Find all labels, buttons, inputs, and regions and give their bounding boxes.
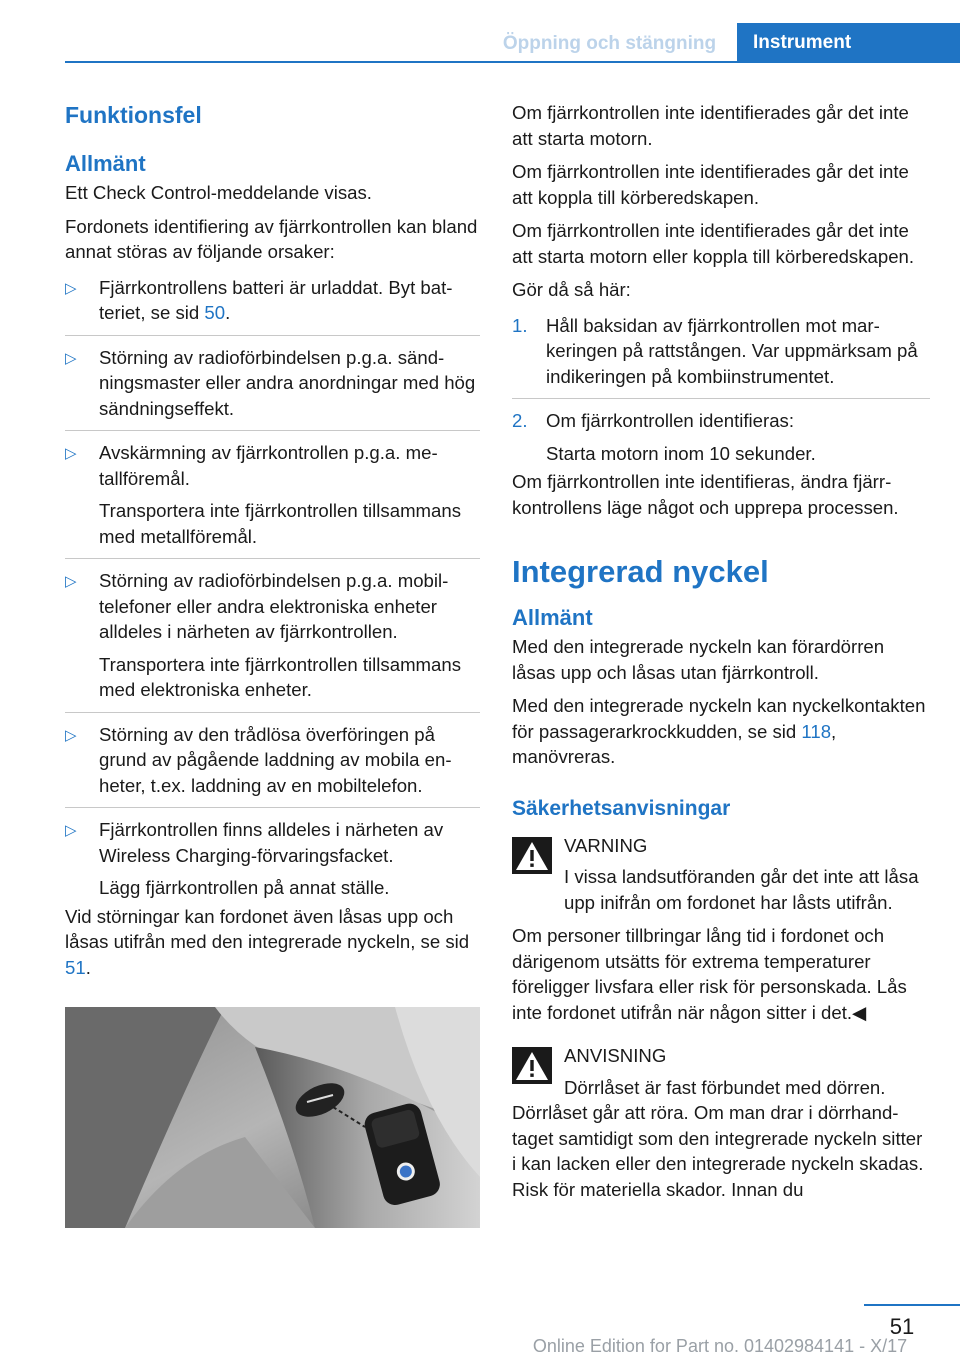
list-item-note: Transportera inte fjärrkontrollen tillsammans med elektroniska enheter. (99, 653, 462, 700)
paragraph: Om fjärrkontrollen inte identifieras, ändra fjärrkontrollens läge något och upprepa processen. (512, 471, 899, 518)
list-item: 2. Om fjärrkontrollen identifieras: Starta motorn inom 10 sekunder. (512, 406, 930, 469)
triangle-bullet-icon: ▷ (65, 279, 77, 297)
step-number: 1. (512, 314, 528, 336)
triangle-bullet-icon: ▷ (65, 349, 77, 367)
list-item: ▷ Fjärrkontrollens batteri är urladdat. Byt batteriet, se sid 50. (65, 273, 480, 336)
paragraph: Fordonets identifiering av fjärrkontrollen kan bland annat störas av följande orsaker: (65, 215, 478, 262)
paragraph: Vid störningar kan fordonet även låsas upp och låsas utifrån med den integrerade nyckeln, se sid 51. (65, 905, 470, 978)
triangle-bullet-icon: ▷ (65, 726, 77, 744)
list-item-note: Lägg fjärrkontrollen på annat ställe. (99, 877, 390, 898)
steering-column-key-photo (65, 1007, 480, 1228)
warning-title: VARNING (564, 834, 648, 856)
page-link-50[interactable]: 50 (204, 302, 226, 323)
heading-sakerhetsanvisningar: Säkerhetsanvisningar (512, 796, 731, 820)
triangle-bullet-icon: ▷ (65, 573, 77, 590)
paragraph: Gör då så här: (512, 279, 631, 300)
page-number: 51 (889, 1314, 915, 1339)
paragraph: Med den integrerade nyckeln kan förardörren låsas upp och låsas utan fjärrkontroll. (512, 636, 885, 683)
list-item: ▷ Störning av radioförbindelsen p.g.a. sändningsmaster eller andra anordningar med hög sändningseffekt. (65, 343, 480, 432)
paragraph: Med den integrerade nyckeln kan nyckelkontakten för passagerarkrockkudden, se sid 118, manövreras. (512, 695, 926, 767)
notice-text: Dörrlåset går att röra. Om man drar i dörrhandtaget samtidigt som den integrerade nyckeln sitter i kan lacken eller den integrerade nyckeln skadas. Risk för materiella skador. Innan du (512, 1102, 924, 1200)
notice-title: ANVISNING (564, 1045, 667, 1066)
header-rule (65, 61, 960, 63)
section-tab-label: Instrument (753, 32, 852, 53)
list-item: ▷ Störning av den trådlösa överföringen på grund av pågående laddning av mobila enheter, t.ex. laddning av en mobiltelefon. (65, 720, 480, 809)
heading-funktionsfel: Funktionsfel (65, 102, 202, 128)
list-item: ▷ Fjärrkontrollen finns alldeles i närheten av Wireless Charging-förvaringsfacket. Lägg fjärrkontrollen på annat ställe. (65, 815, 480, 904)
running-header-chapter: Öppning och stängning (502, 33, 717, 54)
step-number: 2. (512, 410, 528, 431)
cause-list (65, 273, 480, 904)
heading-integrerad-nyckel: Integrerad nyckel (512, 554, 769, 589)
list-item: 1. Håll baksidan av fjärrkontrollen mot markeringen på rattstången. Var uppmärksam på indikeringen på kombiinstrumentet. (512, 311, 930, 400)
step-note: Starta motorn inom 10 sekunder. (546, 442, 816, 464)
edition-watermark: Online Edition for Part no. 01402984141 - X/17 (532, 1336, 908, 1356)
warning-text: Om personer tillbringar lång tid i fordonet och därigenom utsätts för extrema temperaturer föreligger livsfara eller risk för personskada. Lås inte fordonet utifrån när någon sitter i det.◀ (512, 925, 907, 1023)
heading-allmant: Allmänt (512, 605, 593, 630)
warning-triangle-icon (512, 837, 552, 874)
notice-triangle-icon (512, 1047, 552, 1084)
list-item: ▷ Störning av radioförbindelsen p.g.a. mobiltelefoner eller andra elektroniska enheter alldeles i närheten av fjärrkontrollen. Transportera inte fjärrkontrollen tillsammans med elektroniska enheter. (65, 566, 480, 713)
triangle-bullet-icon: ▷ (65, 445, 77, 462)
warning-block (512, 833, 930, 859)
page-link-51[interactable]: 51 (65, 956, 86, 978)
procedure-steps (512, 311, 930, 470)
right-column (512, 100, 930, 1210)
paragraph: Ett Check Control-meddelande visas. (65, 182, 372, 203)
footer-rule (864, 1304, 960, 1306)
running-header-section-tab (737, 23, 960, 63)
paragraph: Om fjärrkontrollen inte identifierades går det inte att starta motorn eller koppla till körberedskapen. (512, 220, 915, 267)
heading-allmant: Allmänt (65, 151, 146, 176)
triangle-bullet-icon: ▷ (65, 822, 77, 839)
notice-block (512, 1043, 930, 1069)
paragraph: Om fjärrkontrollen inte identifierades går det inte att starta motorn. (512, 102, 909, 149)
warning-text: I vissa landsutföranden går det inte att låsa upp inifrån om fordonet har låsts utifrån. (564, 866, 919, 913)
page-link-118[interactable]: 118 (801, 720, 832, 742)
list-item-note: Transportera inte fjärrkontrollen tillsammans med metallföremål. (99, 500, 462, 547)
left-column (65, 100, 480, 1068)
paragraph: Om fjärrkontrollen inte identifierades går det inte att koppla till körberedskapen. (512, 161, 909, 208)
list-item: ▷ Avskärmning av fjärrkontrollen p.g.a. metallföremål. Transportera inte fjärrkontrollen tillsammans med metallföremål. (65, 438, 480, 559)
notice-text: Dörrlåset är fast förbundet med dörren. (564, 1076, 886, 1098)
